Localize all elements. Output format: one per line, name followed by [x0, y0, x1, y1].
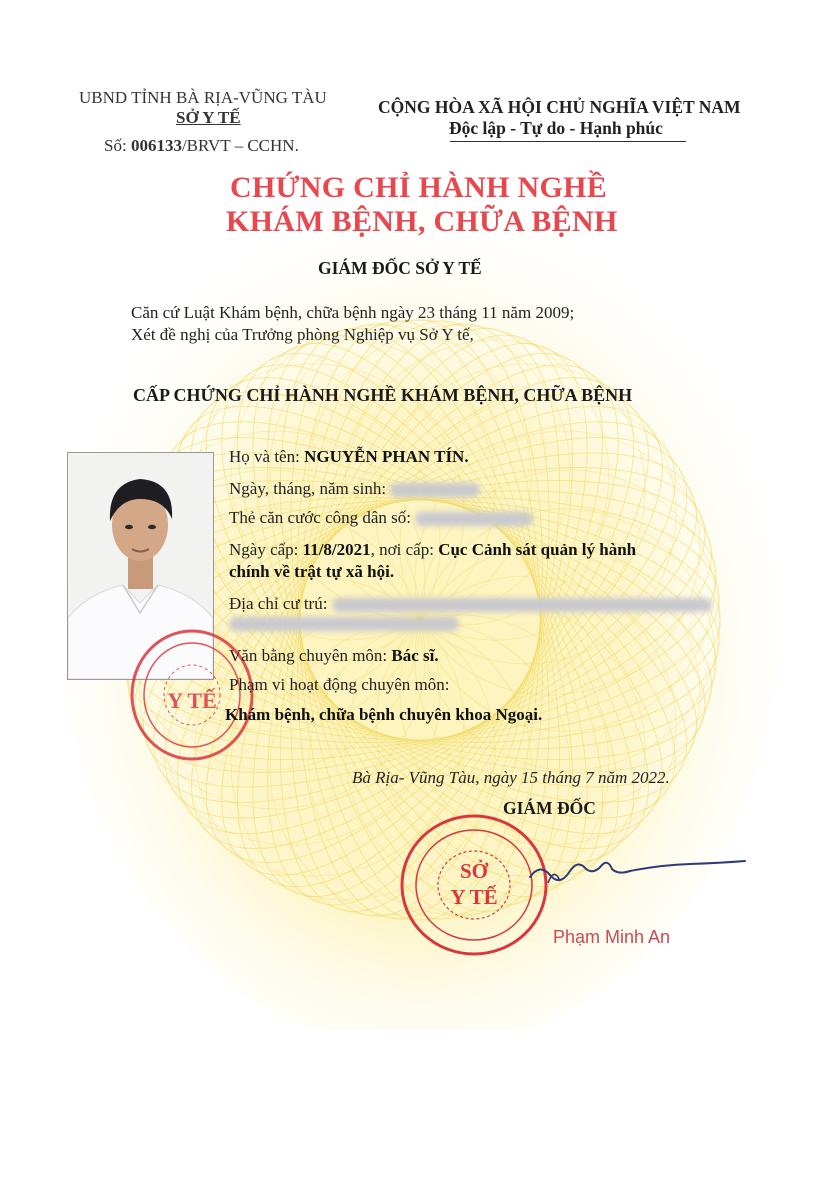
signature: [490, 845, 750, 895]
name-label: Họ và tên:: [229, 447, 300, 466]
grant-heading: CẤP CHỨNG CHỈ HÀNH NGHỀ KHÁM BỆNH, CHỮA BỆNH: [133, 385, 633, 405]
document-number-suffix: /BRVT – CCHN.: [181, 136, 299, 155]
degree-label: Văn bằng chuyên môn:: [229, 646, 388, 665]
field-issue: [229, 540, 636, 560]
issue-place-line2: chính về trật tự xã hội.: [229, 562, 395, 581]
header-left-line2: SỞ Y TẾ: [176, 108, 241, 127]
address-redacted-1: [332, 598, 712, 612]
document-number-prefix: Số:: [104, 136, 127, 155]
field-address: [229, 594, 712, 614]
dob-redacted: [390, 483, 480, 497]
id-redacted: [415, 512, 533, 526]
place-date: Bà Rịa- Vũng Tàu, ngày 15 tháng 7 năm 2022.: [352, 768, 670, 787]
issue-date-value: 11/8/2021: [302, 540, 371, 559]
issue-date-label: Ngày cấp:: [229, 540, 299, 559]
basis-line1: Căn cứ Luật Khám bệnh, chữa bệnh ngày 23 tháng 11 năm 2009;: [131, 303, 575, 322]
address-redacted-2-bar: [229, 617, 459, 631]
basis-line2: Xét đề nghị của Trưởng phòng Nghiệp vụ Sở Y tế,: [131, 325, 474, 344]
seal-center-line2: Y TẾ: [450, 885, 498, 909]
photo-seal-text: Y TẾ: [167, 688, 217, 713]
issue-place-label: , nơi cấp:: [370, 540, 434, 559]
national-title: CỘNG HÒA XÃ HỘI CHỦ NGHĨA VIỆT NAM: [378, 97, 741, 117]
seal-center-line1: SỞ: [459, 859, 489, 883]
issue-place-value-2: [229, 562, 394, 582]
national-motto: Độc lập - Tự do - Hạnh phúc: [449, 118, 663, 138]
field-dob: [229, 479, 480, 499]
id-label: Thẻ căn cước công dân số:: [229, 508, 411, 527]
signer-role: GIÁM ĐỐC: [503, 798, 596, 818]
document-number-value: 006133: [130, 136, 182, 155]
dob-label: Ngày, tháng, năm sinh:: [229, 479, 387, 498]
scope-value: Khám bệnh, chữa bệnh chuyên khoa Ngoại.: [225, 705, 543, 724]
motto-underline: [450, 141, 686, 142]
issue-place-value-1: Cục Cảnh sát quản lý hành: [438, 540, 637, 559]
field-name: [229, 447, 469, 467]
certificate-title-line1: CHỨNG CHỈ HÀNH NGHỀ: [230, 171, 608, 204]
degree-value: Bác sĩ.: [391, 646, 439, 665]
document-number: [104, 136, 299, 156]
address-label: Địa chỉ cư trú:: [229, 594, 328, 613]
address-redacted-2: [229, 615, 459, 633]
name-value: NGUYỄN PHAN TÍN.: [304, 447, 469, 466]
scope-label: Phạm vi hoạt động chuyên môn:: [229, 675, 450, 694]
field-degree: [229, 646, 439, 666]
signer-name: Phạm Minh An: [553, 927, 671, 947]
authority-heading: GIÁM ĐỐC SỞ Y TẾ: [318, 258, 482, 278]
field-id-number: [229, 508, 533, 528]
certificate-title-line2: KHÁM BỆNH, CHỮA BỆNH: [226, 205, 618, 238]
header-left-line1: UBND TỈNH BÀ RỊA-VŨNG TÀU: [79, 88, 327, 107]
